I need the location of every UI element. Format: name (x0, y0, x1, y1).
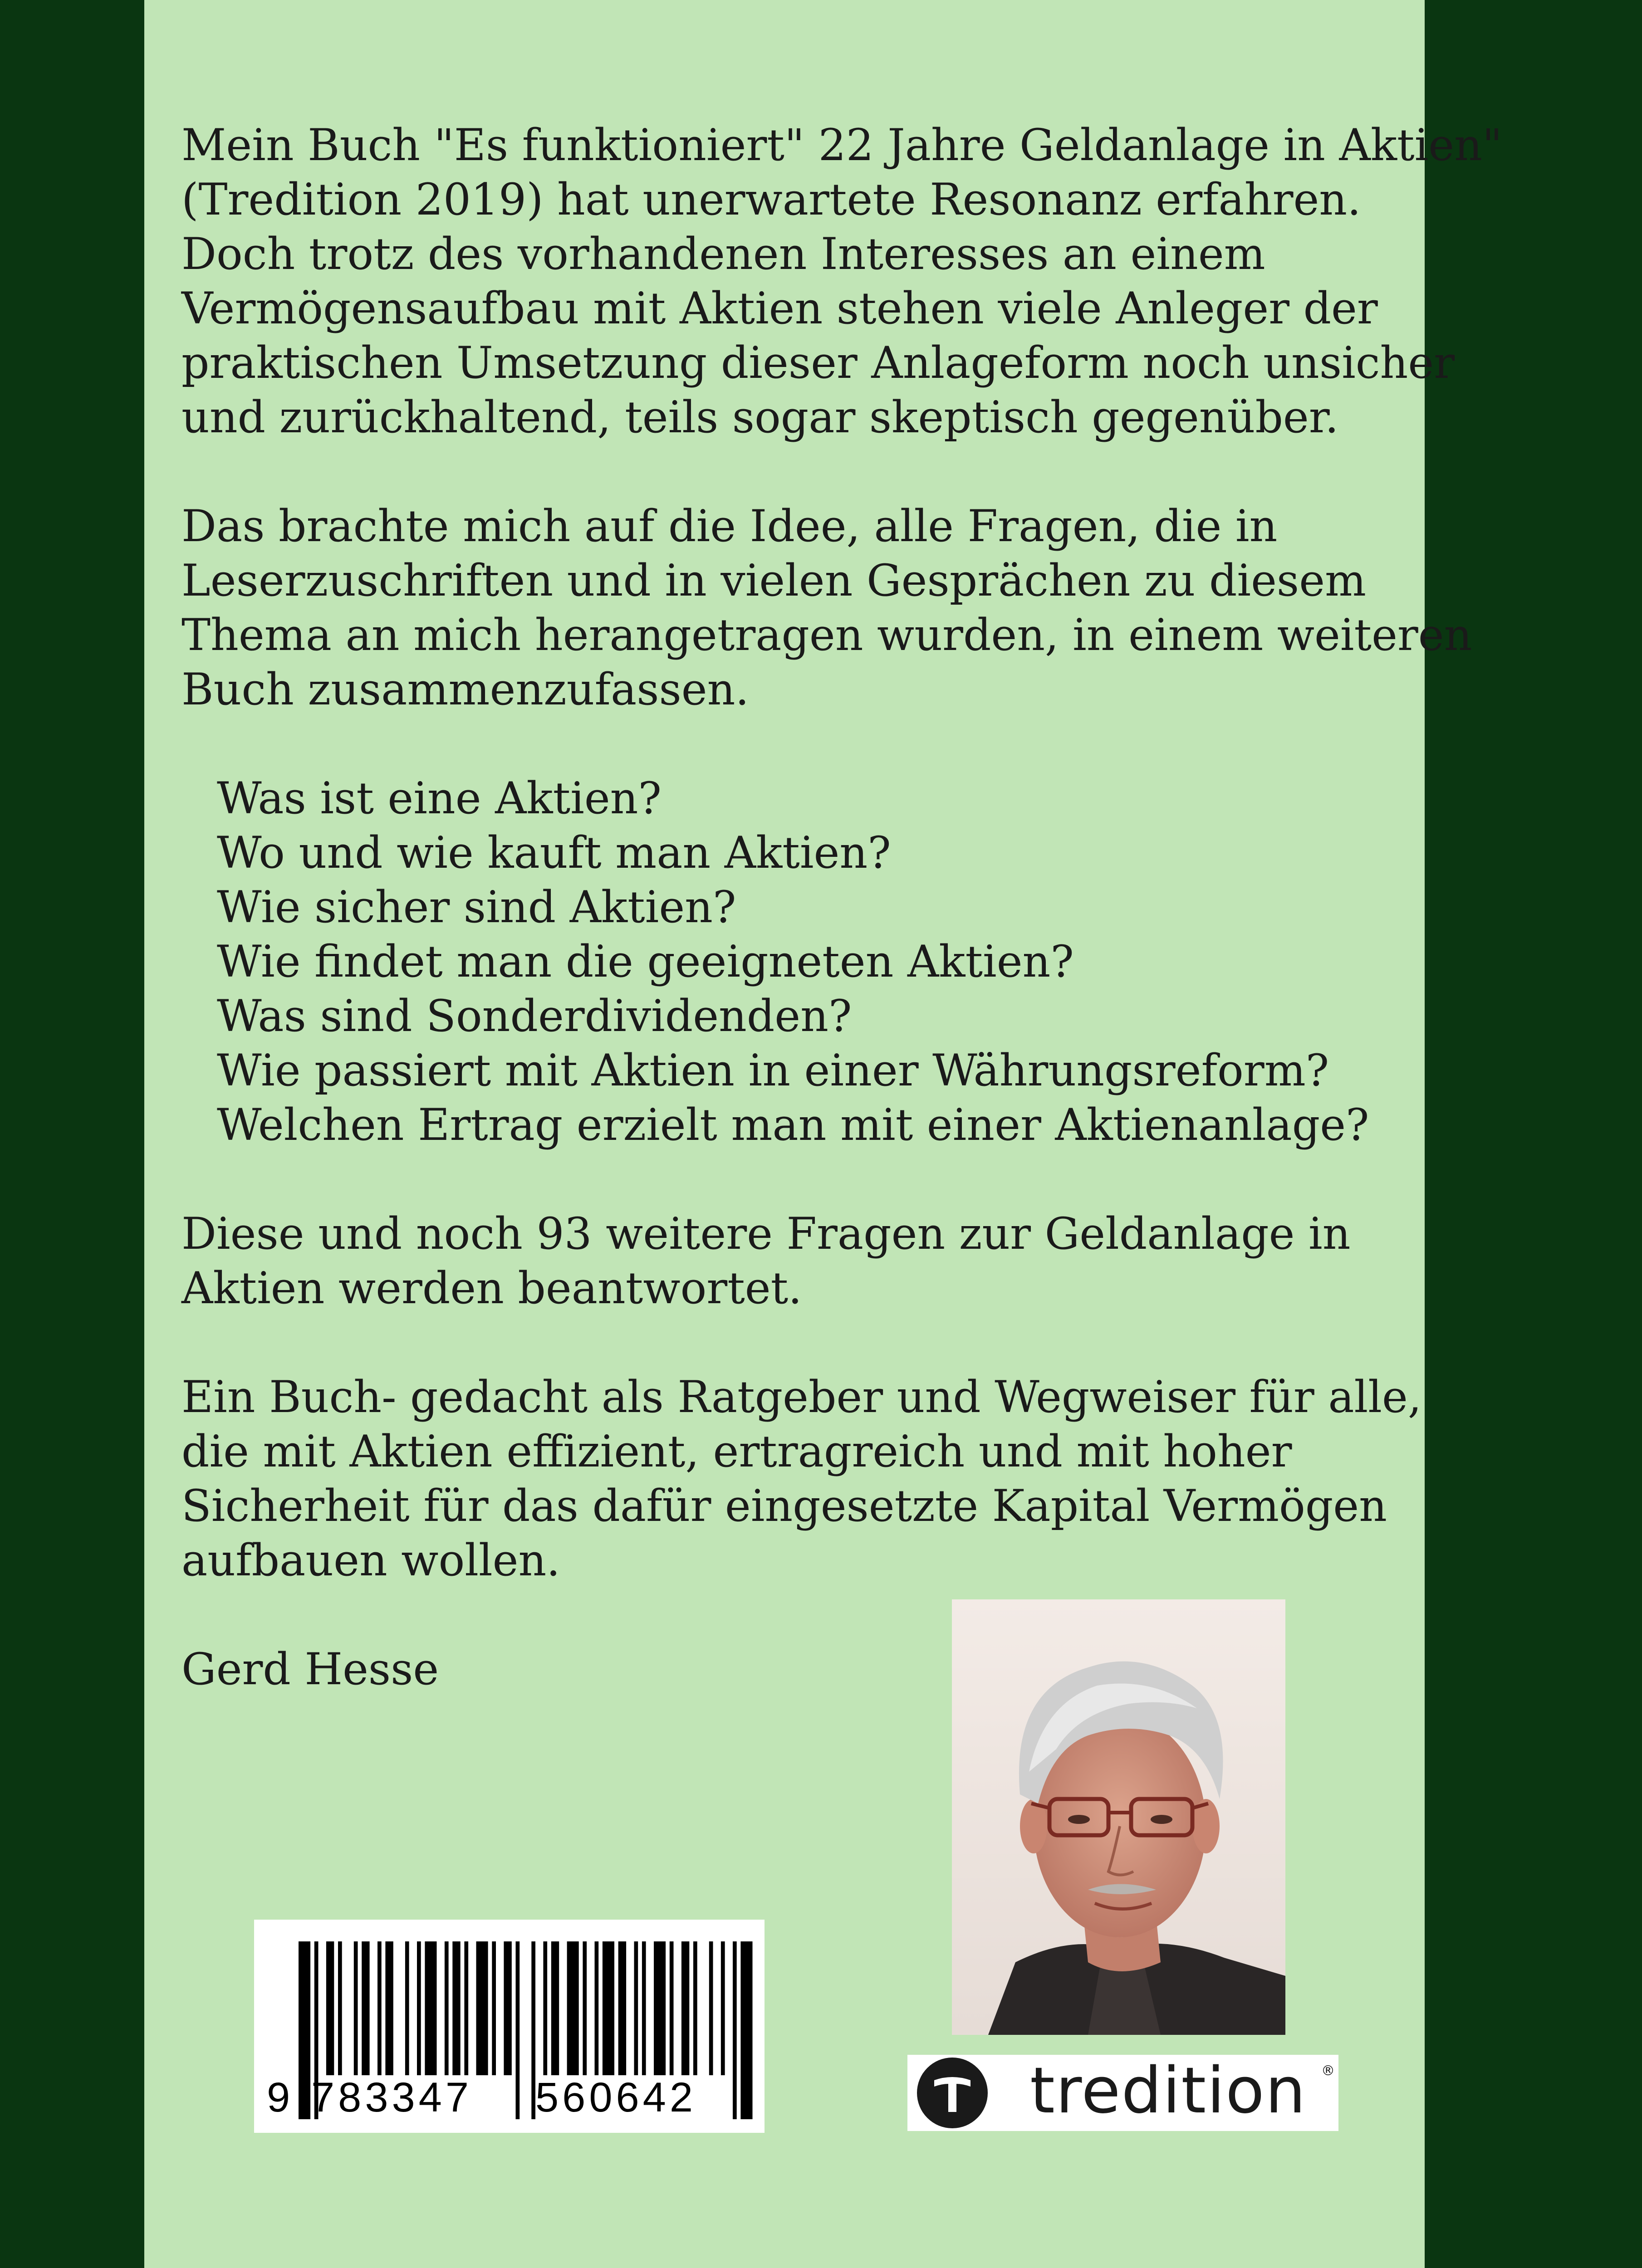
blurb-line: Doch trotz des vorhandenen Interesses an einem (181, 229, 1265, 279)
question-item: Was ist eine Aktien? (217, 773, 662, 824)
barcode-bar (326, 1941, 334, 2075)
blurb-line: Sicherheit für das dafür eingesetzte Kapital Vermögen (181, 1481, 1387, 1531)
isbn-barcode (254, 1920, 765, 2133)
barcode-bar (670, 1941, 674, 2075)
barcode-bar (385, 1941, 393, 2075)
portrait-drawing (952, 1599, 1285, 2035)
question-item: Was sind Sonderdividenden? (217, 991, 852, 1041)
barcode-bar (583, 1941, 587, 2075)
blurb-line: aufbauen wollen. (181, 1535, 560, 1586)
barcode-bar (634, 1941, 638, 2075)
barcode-bar (642, 1941, 646, 2075)
barcode-left-group: 783347 (311, 2074, 472, 2121)
blurb-paragraph-2 (181, 499, 1472, 717)
barcode-bar (417, 1941, 421, 2075)
barcode-bar (299, 1941, 310, 2119)
blurb-line: Leserzuschriften und in vielen Gesprächen zu diesem (181, 555, 1367, 606)
blurb-line: und zurückhaltend, teils sogar skeptisch gegenüber. (181, 392, 1339, 443)
barcode-bar (362, 1941, 369, 2075)
barcode-bar (504, 1941, 511, 2075)
barcode-bar (595, 1941, 599, 2075)
barcode-bar (681, 1941, 689, 2075)
barcode-bar (531, 1941, 535, 2119)
barcode-bar (721, 1941, 725, 2075)
blurb-paragraph-3 (181, 1207, 1407, 1315)
tredition-t-logo-icon (909, 2057, 995, 2129)
barcode-bar (377, 1941, 382, 2075)
blurb-line: Ein Buch- gedacht als Ratgeber und Wegweiser für alle, (181, 1372, 1422, 1422)
question-item: Wie findet man die geeigneten Aktien? (217, 936, 1074, 987)
publisher-logo (907, 2055, 1338, 2131)
barcode-right-group: 560642 (535, 2074, 696, 2121)
question-item: Wo und wie kauft man Aktien? (217, 827, 891, 878)
barcode-bar (338, 1941, 342, 2075)
barcode-first-digit: 9 (267, 2074, 290, 2121)
blurb-paragraph-1 (181, 118, 1503, 445)
blurb-line: Diese und noch 93 weitere Fragen zur Geldanlage in (181, 1208, 1351, 1259)
blurb-line: die mit Aktien effizient, ertragreich und mit hoher (181, 1426, 1292, 1477)
barcode-bar (516, 1941, 520, 2119)
question-item: Wie sicher sind Aktien? (217, 882, 736, 933)
blurb-line: praktischen Umsetzung dieser Anlageform noch unsicher (181, 337, 1455, 388)
barcode-bar (445, 1941, 449, 2075)
blurb-line: Vermögensaufbau mit Aktien stehen viele Anleger der (181, 283, 1378, 334)
barcode-bar (405, 1941, 409, 2075)
publisher-name: tredition (1030, 2054, 1307, 2128)
question-item: Wie passiert mit Aktien in einer Währungsreform? (217, 1045, 1329, 1096)
blurb-line: Mein Buch "Es funktioniert" 22 Jahre Geldanlage in Aktien" (181, 120, 1503, 171)
barcode-bar (733, 1941, 737, 2119)
blurb-line: Buch zusammenzufassen. (181, 664, 749, 715)
question-item: Welchen Ertrag erzielt man mit einer Aktienanlage? (217, 1100, 1369, 1150)
barcode-bar (551, 1941, 559, 2075)
registered-mark: ® (1321, 2063, 1335, 2079)
author-name: Gerd Hesse (181, 1644, 439, 1695)
blurb-line: Thema an mich herangetragen wurden, in einem weiteren (181, 610, 1472, 660)
barcode-bar (452, 1941, 460, 2075)
blurb-line: (Tredition 2019) hat unerwartete Resonanz erfahren. (181, 174, 1361, 225)
question-list (217, 771, 1442, 1152)
barcode-bar (618, 1941, 626, 2075)
barcode-bar (476, 1941, 488, 2075)
barcode-bar (709, 1941, 713, 2075)
barcode-bar (693, 1941, 697, 2075)
barcode-bar (492, 1941, 496, 2075)
author-portrait (952, 1599, 1285, 2035)
blurb-line: Aktien werden beantwortet. (181, 1263, 802, 1314)
barcode-bar (425, 1941, 436, 2075)
blurb-line: Das brachte mich auf die Idee, alle Fragen, die in (181, 501, 1278, 552)
blurb-paragraph-4 (181, 1370, 1422, 1588)
barcode-bar (603, 1941, 614, 2075)
barcode-bar (654, 1941, 666, 2075)
barcode-bar (464, 1941, 468, 2075)
barcode-bar (567, 1941, 579, 2075)
barcode-bar (740, 1941, 752, 2119)
barcode-bar (354, 1941, 358, 2075)
barcode-bar (543, 1941, 547, 2075)
